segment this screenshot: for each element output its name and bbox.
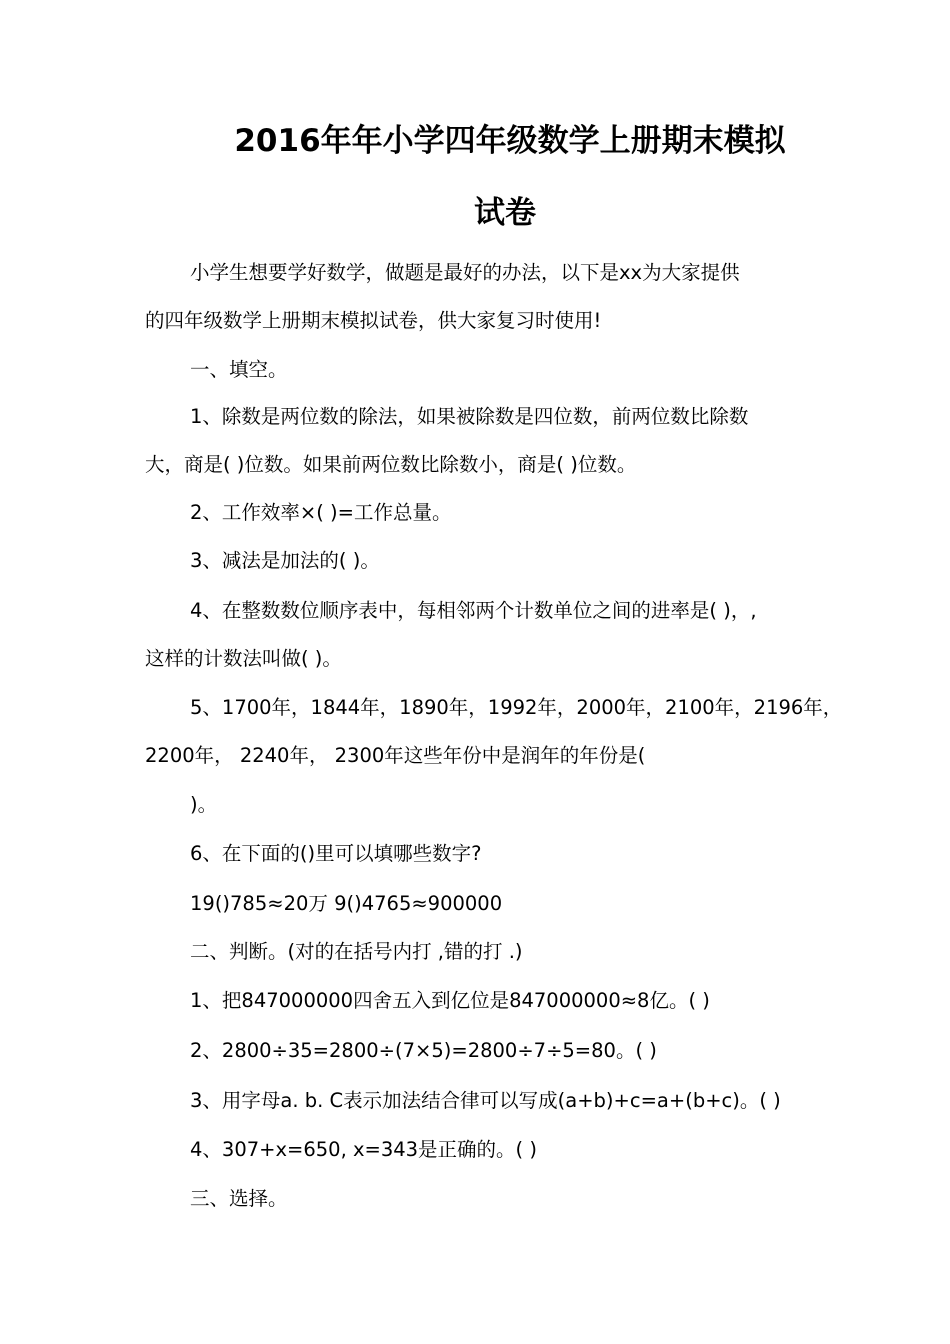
question-1-line-2: 大，商是( )位数。如果前两位数比除数小，商是( )位数。: [145, 453, 637, 476]
section-heading-choice: 三、选择。: [190, 1187, 288, 1210]
judge-question-4: 4、307+x=650, x=343是正确的。( ): [190, 1138, 537, 1161]
question-4-line-2: 这样的计数法叫做( )。: [145, 647, 342, 670]
question-5-line-2: 2200年， 2240年， 2300年这些年份中是润年的年份是(: [145, 744, 646, 767]
question-4-line-1: 4、在整数数位顺序表中，每相邻两个计数单位之间的进率是( )，,: [190, 599, 757, 622]
judge-question-1: 1、把847000000四舍五入到亿位是847000000≈8亿。( ): [190, 989, 710, 1012]
judge-question-3: 3、用字母a. b. C表示加法结合律可以写成(a+b)+c=a+(b+c)。( ): [190, 1089, 781, 1112]
section-heading-fill-blank: 一、填空。: [190, 358, 288, 381]
document-title-line-1: 2016年年小学四年级数学上册期末模拟: [234, 123, 786, 159]
question-6-items: 19()785≈20万 9()4765≈900000: [190, 892, 503, 915]
question-5-line-1: 5、1700年，1844年，1890年，1992年，2000年，2100年，2196年，: [190, 696, 843, 719]
question-3: 3、减法是加法的( )。: [190, 549, 380, 572]
section-heading-judge: 二、判断。(对的在括号内打 ,错的打 .): [190, 940, 523, 963]
judge-question-2: 2、2800÷35=2800÷(7×5)=2800÷7÷5=80。( ): [190, 1039, 657, 1062]
intro-line-2: 的四年级数学上册期末模拟试卷，供大家复习时使用!: [145, 309, 602, 332]
question-5-line-3: )。: [190, 793, 218, 816]
document-title-line-2: 试卷: [474, 195, 536, 231]
question-6: 6、在下面的()里可以填哪些数字?: [190, 842, 482, 865]
question-1-line-1: 1、除数是两位数的除法，如果被除数是四位数，前两位数比除数: [190, 405, 749, 428]
question-2: 2、工作效率×( )=工作总量。: [190, 501, 452, 524]
intro-line-1: 小学生想要学好数学，做题是最好的办法，以下是xx为大家提供: [190, 261, 740, 284]
